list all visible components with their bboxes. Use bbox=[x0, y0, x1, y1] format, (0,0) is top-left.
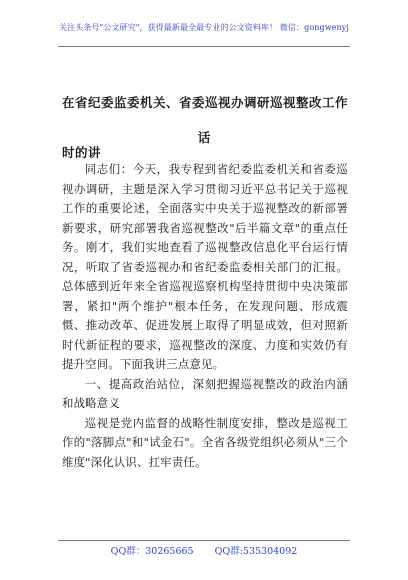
footer bbox=[0, 543, 408, 557]
header-divider bbox=[58, 46, 350, 47]
section-heading: 一、提高政治站位，深刻把握巡视整改的政治内涵和战略意义 bbox=[62, 376, 348, 410]
document-body bbox=[62, 160, 348, 472]
paragraph-intro: 同志们：今天，我专程到省纪委监委机关和省委巡视办调研，主题是深入学习贯彻习近平总书记关于巡视工作的重要论述，全面落实中央关于巡视整改的新部署新要求，研究部署我省巡视整改"后半篇文章"的重点任务。刚才，我们实地查看了巡视整改信息化平台运行情况，听取了省委巡视办和省纪委监委相关部门的汇报。总体感到近年来全省巡视巡察机构坚持贯彻中央决策部署，紧扣"两个维护"根本任务，在发现问题、形成震慑、推动改革、促进发展上取得了明显成效，但对照新时代新征程的要求，巡视整改的深度、力度和实效仍有提升空间。下面我讲三点意见。 bbox=[62, 162, 348, 371]
paragraph-section-1: 巡视是党内监督的战略性制度安排，整改是巡视工作的"落脚点"和"试金石"。全省各级党组织必须从"三个维度"深化认识、扛牢责任。 bbox=[62, 415, 348, 469]
footer-divider bbox=[58, 540, 350, 541]
document-title: 在省纪委监委机关、省委巡视办调研巡视整改工作时的讲 bbox=[62, 95, 349, 160]
footer-qq-group-1: QQ群：30265665 bbox=[110, 546, 194, 557]
footer-qq-group-2: QQ群:535304092 bbox=[214, 546, 298, 557]
header-banner: 关注头条号"公文研究"，获得最新最全最专业的公文资料库！ 微信：gongwenyj bbox=[59, 23, 349, 32]
document-title-continued: 话 bbox=[197, 130, 211, 145]
